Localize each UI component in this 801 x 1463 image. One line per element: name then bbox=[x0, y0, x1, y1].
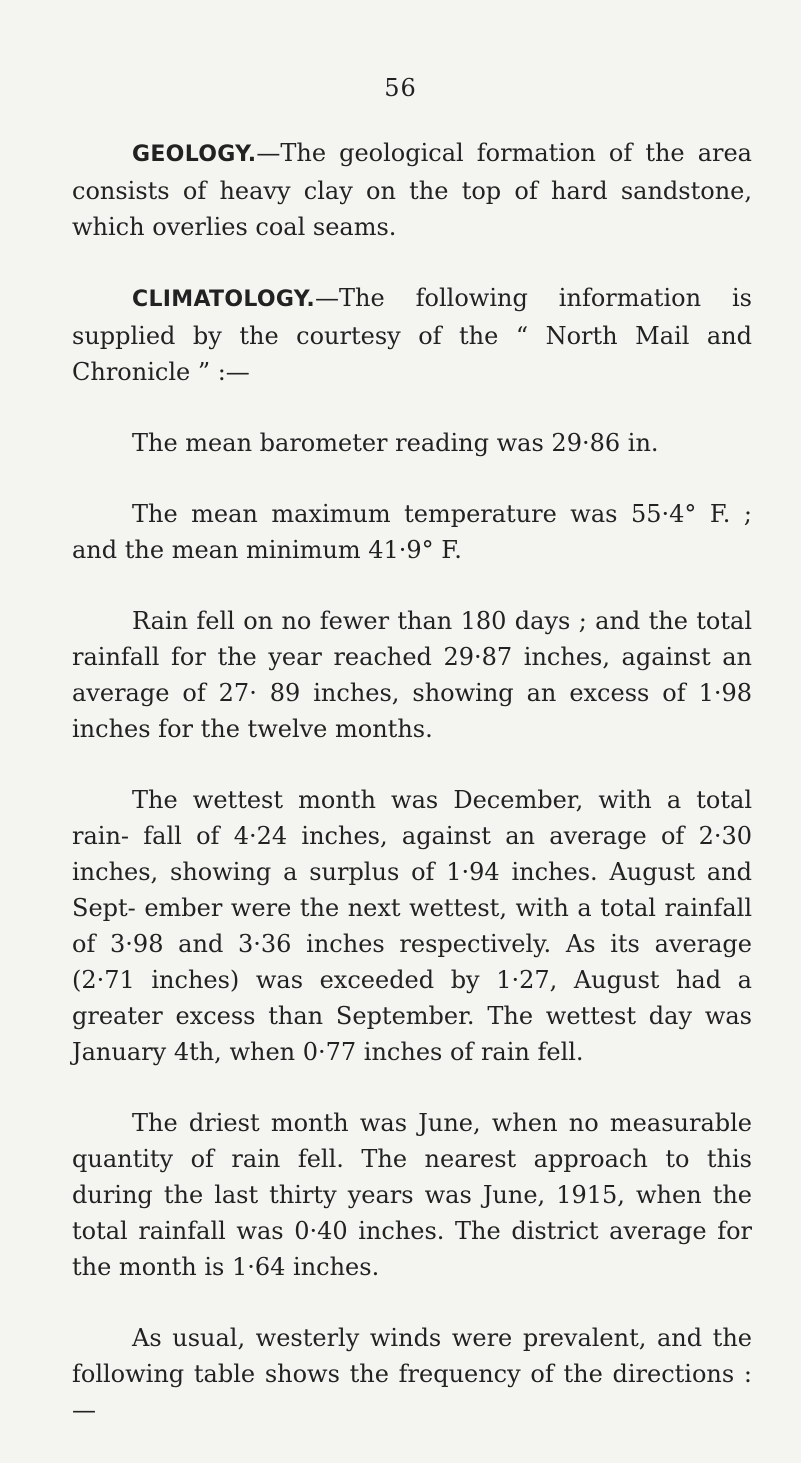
climatology-text: —The following information is supplied by the courtesy of the “ North Mail and Chronicle ” :— bbox=[72, 284, 752, 386]
winds-paragraph: As usual, westerly winds were prevalent, and the following table shows the frequency of the directions :— bbox=[72, 1324, 752, 1424]
geology-text: —The geological formation of the area consists of heavy clay on the top of hard sandstone, which overlies coal seams. bbox=[72, 139, 752, 241]
geology-heading: GEOLOGY. bbox=[132, 142, 257, 167]
barometer-paragraph: The mean barometer reading was 29·86 in. bbox=[132, 429, 659, 457]
driest-month-paragraph: The driest month was June, when no measurable quantity of rain fell. The nearest approach to this during the last thirty years was June, 1915, when the total rainfall was 0·40 inches. The district average for the month is 1·64 inches. bbox=[72, 1109, 752, 1281]
temperature-paragraph: The mean maximum temperature was 55·4° F. ; and the mean minimum 41·9° F. bbox=[72, 500, 752, 564]
geology-paragraph bbox=[72, 135, 752, 245]
page-number: 56 bbox=[384, 74, 417, 102]
climatology-paragraph bbox=[72, 280, 752, 390]
document-body bbox=[72, 135, 752, 1463]
rainfall-paragraph: Rain fell on no fewer than 180 days ; and the total rainfall for the year reached 29·87 inches, against an average of 27· 89 inches, showing an excess of 1·98 inches for the twelve months. bbox=[72, 607, 752, 743]
wettest-month-paragraph: The wettest month was December, with a total rain- fall of 4·24 inches, against an average of 2·30 inches, showing a surplus of 1·94 inches. August and Sept- ember were the next wettest, with a total rainfall of 3·98 and 3·36 inches respectively. As its average (2·71 inches) was exceeded by 1·27, August had a greater excess than September. The wettest day was January 4th, when 0·77 inches of rain fell. bbox=[72, 786, 752, 1066]
climatology-heading: CLIMATOLOGY. bbox=[132, 287, 316, 312]
